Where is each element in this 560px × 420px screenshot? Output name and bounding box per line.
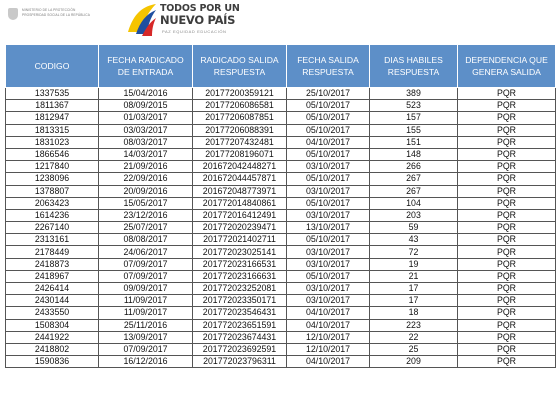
dependencia-cell: PQR (458, 136, 556, 148)
dias-habiles-cell: 43 (370, 234, 458, 246)
radicado-salida-cell: 201672042448271 (193, 161, 287, 173)
radicado-salida-cell: 201772016412491 (193, 209, 287, 221)
codigo-cell: 2418873 (6, 258, 99, 270)
fecha-radicado-cell: 20/09/2016 (99, 185, 193, 197)
table-row (6, 246, 556, 258)
dependencia-cell: PQR (458, 124, 556, 136)
fecha-salida-cell: 04/10/2017 (287, 356, 370, 368)
fecha-radicado-cell: 15/05/2017 (99, 197, 193, 209)
codigo-cell: 2430144 (6, 295, 99, 307)
ministry-name-line2: PROSPERIDAD SOCIAL DE LA REPÚBLICA (22, 13, 90, 17)
fecha-salida-cell: 03/10/2017 (287, 246, 370, 258)
fecha-salida-cell: 04/10/2017 (287, 136, 370, 148)
fecha-radicado-cell: 09/09/2017 (99, 283, 193, 295)
column-header-fecha-radicado-entrada: FECHA RADICADO DE ENTRADA (99, 45, 193, 88)
fecha-salida-cell: 05/10/2017 (287, 197, 370, 209)
fecha-radicado-cell: 11/09/2017 (99, 295, 193, 307)
dependencia-cell: PQR (458, 295, 556, 307)
fecha-radicado-cell: 03/03/2017 (99, 124, 193, 136)
dias-habiles-cell: 148 (370, 148, 458, 160)
codigo-cell: 1378807 (6, 185, 99, 197)
column-header-dias-habiles: DIAS HABILES RESPUESTA (370, 45, 458, 88)
codigo-cell: 1508304 (6, 319, 99, 331)
radicado-salida-cell: 20177206088391 (193, 124, 287, 136)
fecha-radicado-cell: 13/09/2017 (99, 331, 193, 343)
brand-line2: NUEVO PAÍS (160, 13, 236, 27)
table-row (6, 295, 556, 307)
fecha-salida-cell: 05/10/2017 (287, 112, 370, 124)
dias-habiles-cell: 21 (370, 270, 458, 282)
dependencia-cell: PQR (458, 331, 556, 343)
radicado-salida-cell: 20177206086581 (193, 100, 287, 112)
dias-habiles-cell: 17 (370, 283, 458, 295)
table-row (6, 356, 556, 368)
table-row (6, 124, 556, 136)
fecha-radicado-cell: 23/12/2016 (99, 209, 193, 221)
radicado-salida-cell: 20177206087851 (193, 112, 287, 124)
dias-habiles-cell: 18 (370, 307, 458, 319)
radicado-salida-cell: 20177208196071 (193, 148, 287, 160)
table-row (6, 209, 556, 221)
fecha-salida-cell: 04/10/2017 (287, 319, 370, 331)
codigo-cell: 1812947 (6, 112, 99, 124)
fecha-salida-cell: 05/10/2017 (287, 148, 370, 160)
codigo-cell: 1238096 (6, 173, 99, 185)
table-row (6, 88, 556, 100)
dias-habiles-cell: 72 (370, 246, 458, 258)
dias-habiles-cell: 17 (370, 295, 458, 307)
fecha-radicado-cell: 16/12/2016 (99, 356, 193, 368)
table-row (6, 136, 556, 148)
radicado-salida-cell: 20177207432481 (193, 136, 287, 148)
codigo-cell: 1614236 (6, 209, 99, 221)
codigo-cell: 2418802 (6, 343, 99, 355)
fecha-salida-cell: 03/10/2017 (287, 258, 370, 270)
codigo-cell: 1813315 (6, 124, 99, 136)
flag-ribbon-icon (122, 2, 162, 42)
coat-of-arms-icon (8, 8, 18, 20)
radicado-salida-cell: 201772023252081 (193, 283, 287, 295)
dependencia-cell: PQR (458, 283, 556, 295)
fecha-salida-cell: 25/10/2017 (287, 88, 370, 100)
codigo-cell: 1217840 (6, 161, 99, 173)
codigo-cell: 1811367 (6, 100, 99, 112)
codigo-cell: 2433550 (6, 307, 99, 319)
dependencia-cell: PQR (458, 112, 556, 124)
fecha-salida-cell: 05/10/2017 (287, 124, 370, 136)
fecha-radicado-cell: 25/11/2016 (99, 319, 193, 331)
dias-habiles-cell: 266 (370, 161, 458, 173)
column-header-codigo: CODIGO (6, 45, 99, 88)
dias-habiles-cell: 203 (370, 209, 458, 221)
fecha-salida-cell: 03/10/2017 (287, 209, 370, 221)
dependencia-cell: PQR (458, 246, 556, 258)
brand-tagline: PAZ EQUIDAD EDUCACIÓN (162, 29, 227, 34)
table-row (6, 148, 556, 160)
dependencia-cell: PQR (458, 234, 556, 246)
fecha-radicado-cell: 22/09/2016 (99, 173, 193, 185)
fecha-salida-cell: 03/10/2017 (287, 295, 370, 307)
table-row (6, 283, 556, 295)
pqr-responses-table (5, 44, 556, 368)
dependencia-cell: PQR (458, 161, 556, 173)
codigo-cell: 2267140 (6, 222, 99, 234)
fecha-radicado-cell: 08/03/2017 (99, 136, 193, 148)
dependencia-cell: PQR (458, 148, 556, 160)
dias-habiles-cell: 523 (370, 100, 458, 112)
table-row (6, 100, 556, 112)
radicado-salida-cell: 201772023692591 (193, 343, 287, 355)
radicado-salida-cell: 201772023651591 (193, 319, 287, 331)
fecha-salida-cell: 05/10/2017 (287, 100, 370, 112)
table-row (6, 112, 556, 124)
radicado-salida-cell: 201772023674431 (193, 331, 287, 343)
table-row (6, 258, 556, 270)
fecha-salida-cell: 12/10/2017 (287, 331, 370, 343)
radicado-salida-cell: 201772014840861 (193, 197, 287, 209)
radicado-salida-cell: 201772023796311 (193, 356, 287, 368)
fecha-radicado-cell: 07/09/2017 (99, 258, 193, 270)
radicado-salida-cell: 201772023546431 (193, 307, 287, 319)
fecha-radicado-cell: 21/09/2016 (99, 161, 193, 173)
dias-habiles-cell: 22 (370, 331, 458, 343)
dependencia-cell: PQR (458, 222, 556, 234)
table-row (6, 270, 556, 282)
table-row (6, 307, 556, 319)
table-row (6, 161, 556, 173)
radicado-salida-cell: 201672048773971 (193, 185, 287, 197)
ministry-name-line1: MINISTERIO DE LA PROTECCIÓN (22, 8, 76, 12)
table-row (6, 331, 556, 343)
codigo-cell: 2426414 (6, 283, 99, 295)
brand-line1: TODOS POR UN (160, 3, 240, 14)
fecha-salida-cell: 03/10/2017 (287, 185, 370, 197)
fecha-radicado-cell: 01/03/2017 (99, 112, 193, 124)
codigo-cell: 2418967 (6, 270, 99, 282)
codigo-cell: 2063423 (6, 197, 99, 209)
dias-habiles-cell: 223 (370, 319, 458, 331)
radicado-salida-cell: 201772021402711 (193, 234, 287, 246)
fecha-radicado-cell: 25/07/2017 (99, 222, 193, 234)
fecha-radicado-cell: 07/09/2017 (99, 270, 193, 282)
codigo-cell: 2441922 (6, 331, 99, 343)
table-row (6, 197, 556, 209)
radicado-salida-cell: 201772023350171 (193, 295, 287, 307)
dias-habiles-cell: 209 (370, 356, 458, 368)
radicado-salida-cell: 20177200359121 (193, 88, 287, 100)
dias-habiles-cell: 59 (370, 222, 458, 234)
dias-habiles-cell: 19 (370, 258, 458, 270)
fecha-salida-cell: 12/10/2017 (287, 343, 370, 355)
dias-habiles-cell: 389 (370, 88, 458, 100)
dias-habiles-cell: 151 (370, 136, 458, 148)
dias-habiles-cell: 267 (370, 185, 458, 197)
fecha-salida-cell: 05/10/2017 (287, 234, 370, 246)
codigo-cell: 2313161 (6, 234, 99, 246)
dependencia-cell: PQR (458, 307, 556, 319)
fecha-salida-cell: 13/10/2017 (287, 222, 370, 234)
table-header-row (6, 45, 556, 88)
table-row (6, 343, 556, 355)
codigo-cell: 1590836 (6, 356, 99, 368)
dependencia-cell: PQR (458, 258, 556, 270)
dias-habiles-cell: 155 (370, 124, 458, 136)
radicado-salida-cell: 201772023166531 (193, 258, 287, 270)
column-header-dependencia: DEPENDENCIA QUE GENERA SALIDA (458, 45, 556, 88)
dependencia-cell: PQR (458, 356, 556, 368)
fecha-salida-cell: 04/10/2017 (287, 307, 370, 319)
table-row (6, 319, 556, 331)
dias-habiles-cell: 104 (370, 197, 458, 209)
dependencia-cell: PQR (458, 88, 556, 100)
radicado-salida-cell: 201772020239471 (193, 222, 287, 234)
ministry-logo (8, 8, 108, 22)
radicado-salida-cell: 201772023025141 (193, 246, 287, 258)
fecha-radicado-cell: 07/09/2017 (99, 343, 193, 355)
table-row (6, 222, 556, 234)
fecha-radicado-cell: 24/06/2017 (99, 246, 193, 258)
codigo-cell: 1337535 (6, 88, 99, 100)
dias-habiles-cell: 267 (370, 173, 458, 185)
fecha-radicado-cell: 14/03/2017 (99, 148, 193, 160)
todos-por-un-nuevo-pais-logo (122, 2, 242, 42)
dependencia-cell: PQR (458, 319, 556, 331)
document-header (0, 0, 560, 44)
dias-habiles-cell: 157 (370, 112, 458, 124)
table-row (6, 234, 556, 246)
fecha-radicado-cell: 08/09/2015 (99, 100, 193, 112)
fecha-salida-cell: 05/10/2017 (287, 173, 370, 185)
dias-habiles-cell: 25 (370, 343, 458, 355)
dependencia-cell: PQR (458, 209, 556, 221)
table-body (6, 88, 556, 368)
dependencia-cell: PQR (458, 197, 556, 209)
radicado-salida-cell: 201772023166631 (193, 270, 287, 282)
dependencia-cell: PQR (458, 343, 556, 355)
dependencia-cell: PQR (458, 173, 556, 185)
dependencia-cell: PQR (458, 100, 556, 112)
table-row (6, 173, 556, 185)
column-header-radicado-salida: RADICADO SALIDA RESPUESTA (193, 45, 287, 88)
table-row (6, 185, 556, 197)
codigo-cell: 1831023 (6, 136, 99, 148)
fecha-radicado-cell: 11/09/2017 (99, 307, 193, 319)
dependencia-cell: PQR (458, 185, 556, 197)
radicado-salida-cell: 201672044457871 (193, 173, 287, 185)
fecha-salida-cell: 05/10/2017 (287, 270, 370, 282)
fecha-radicado-cell: 08/08/2017 (99, 234, 193, 246)
fecha-salida-cell: 03/10/2017 (287, 161, 370, 173)
column-header-fecha-salida: FECHA SALIDA RESPUESTA (287, 45, 370, 88)
fecha-radicado-cell: 15/04/2016 (99, 88, 193, 100)
fecha-salida-cell: 03/10/2017 (287, 283, 370, 295)
codigo-cell: 1866546 (6, 148, 99, 160)
dependencia-cell: PQR (458, 270, 556, 282)
codigo-cell: 2178449 (6, 246, 99, 258)
